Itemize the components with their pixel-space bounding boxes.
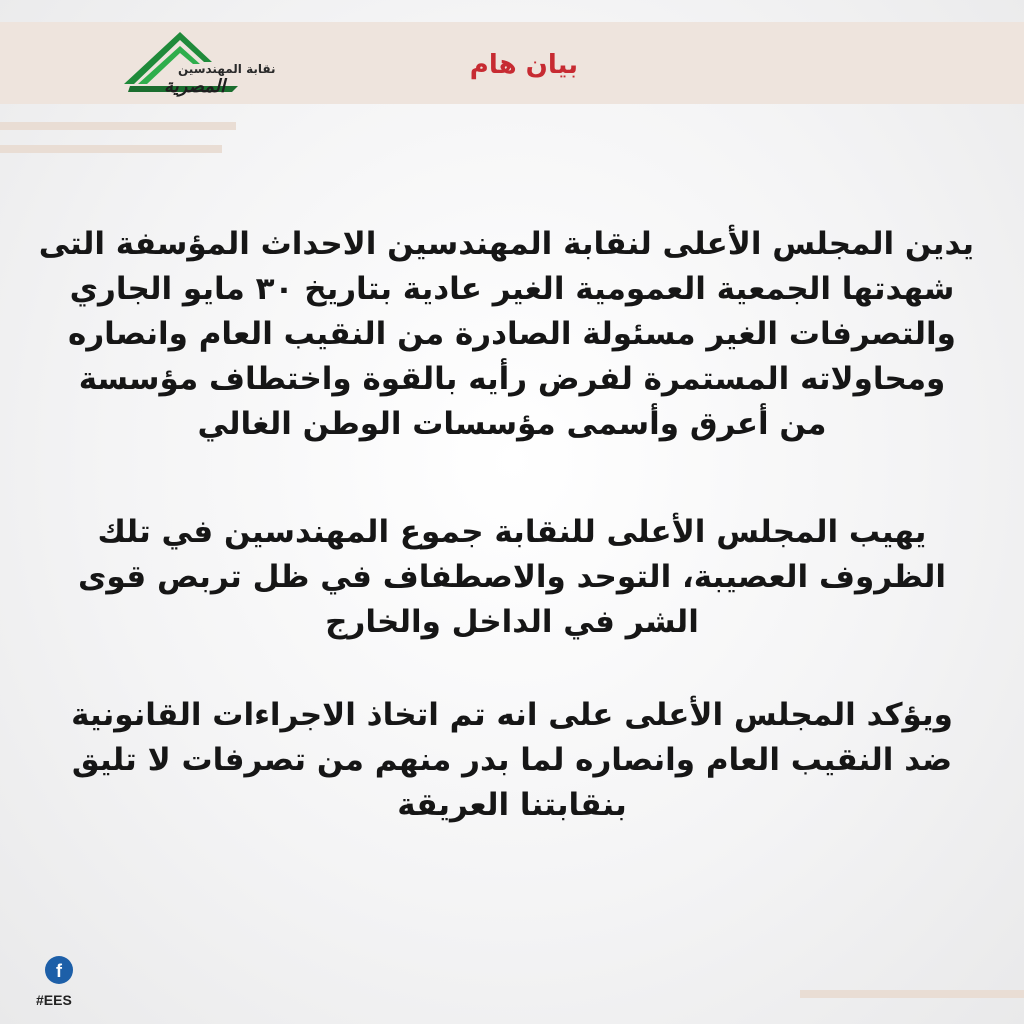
text-line: ويؤكد المجلس الأعلى على انه تم اتخاذ الاجراءات القانونية [71,697,953,733]
statement-paragraph-2 [50,510,974,645]
statement-paragraph-3 [50,693,974,828]
decor-bar [800,990,1024,998]
text-line: الشر في الداخل والخارج [325,604,699,640]
text-line: يدين المجلس الأعلى لنقابة المهندسين الاحداث المؤسفة التى [38,226,974,262]
decor-bar [0,122,236,130]
logo-main-text: المصرية [164,76,226,97]
text-line: من أعرق وأسمى مؤسسات الوطن الغالي [197,406,827,442]
text-line: ضد النقيب العام وانصاره لما بدر منهم من تصرفات لا تليق [71,742,953,778]
logo-small-text: نقابة المهندسين [178,62,276,76]
statement-paragraph-1 [38,222,974,447]
text-line: ومحاولاته المستمرة لفرض رأيه بالقوة واختطاف مؤسسة [78,361,946,397]
hashtag-label: #EES [36,992,72,1008]
page-title: بيان هام [469,50,578,80]
text-line: يهيب المجلس الأعلى للنقابة جموع المهندسين في تلك [97,514,927,550]
facebook-icon[interactable]: f [45,956,73,984]
decor-bar [0,145,222,153]
text-line: الظروف العصيبة، التوحد والاصطفاف في ظل تربص قوى [78,559,946,595]
text-line: بنقابتنا العريقة [397,787,627,823]
text-line: والتصرفات الغير مسئولة الصادرة من النقيب العام وانصاره [68,316,956,352]
text-line: شهدتها الجمعية العمومية الغير عادية بتاريخ ٣٠ مايو الجاري [69,271,955,307]
